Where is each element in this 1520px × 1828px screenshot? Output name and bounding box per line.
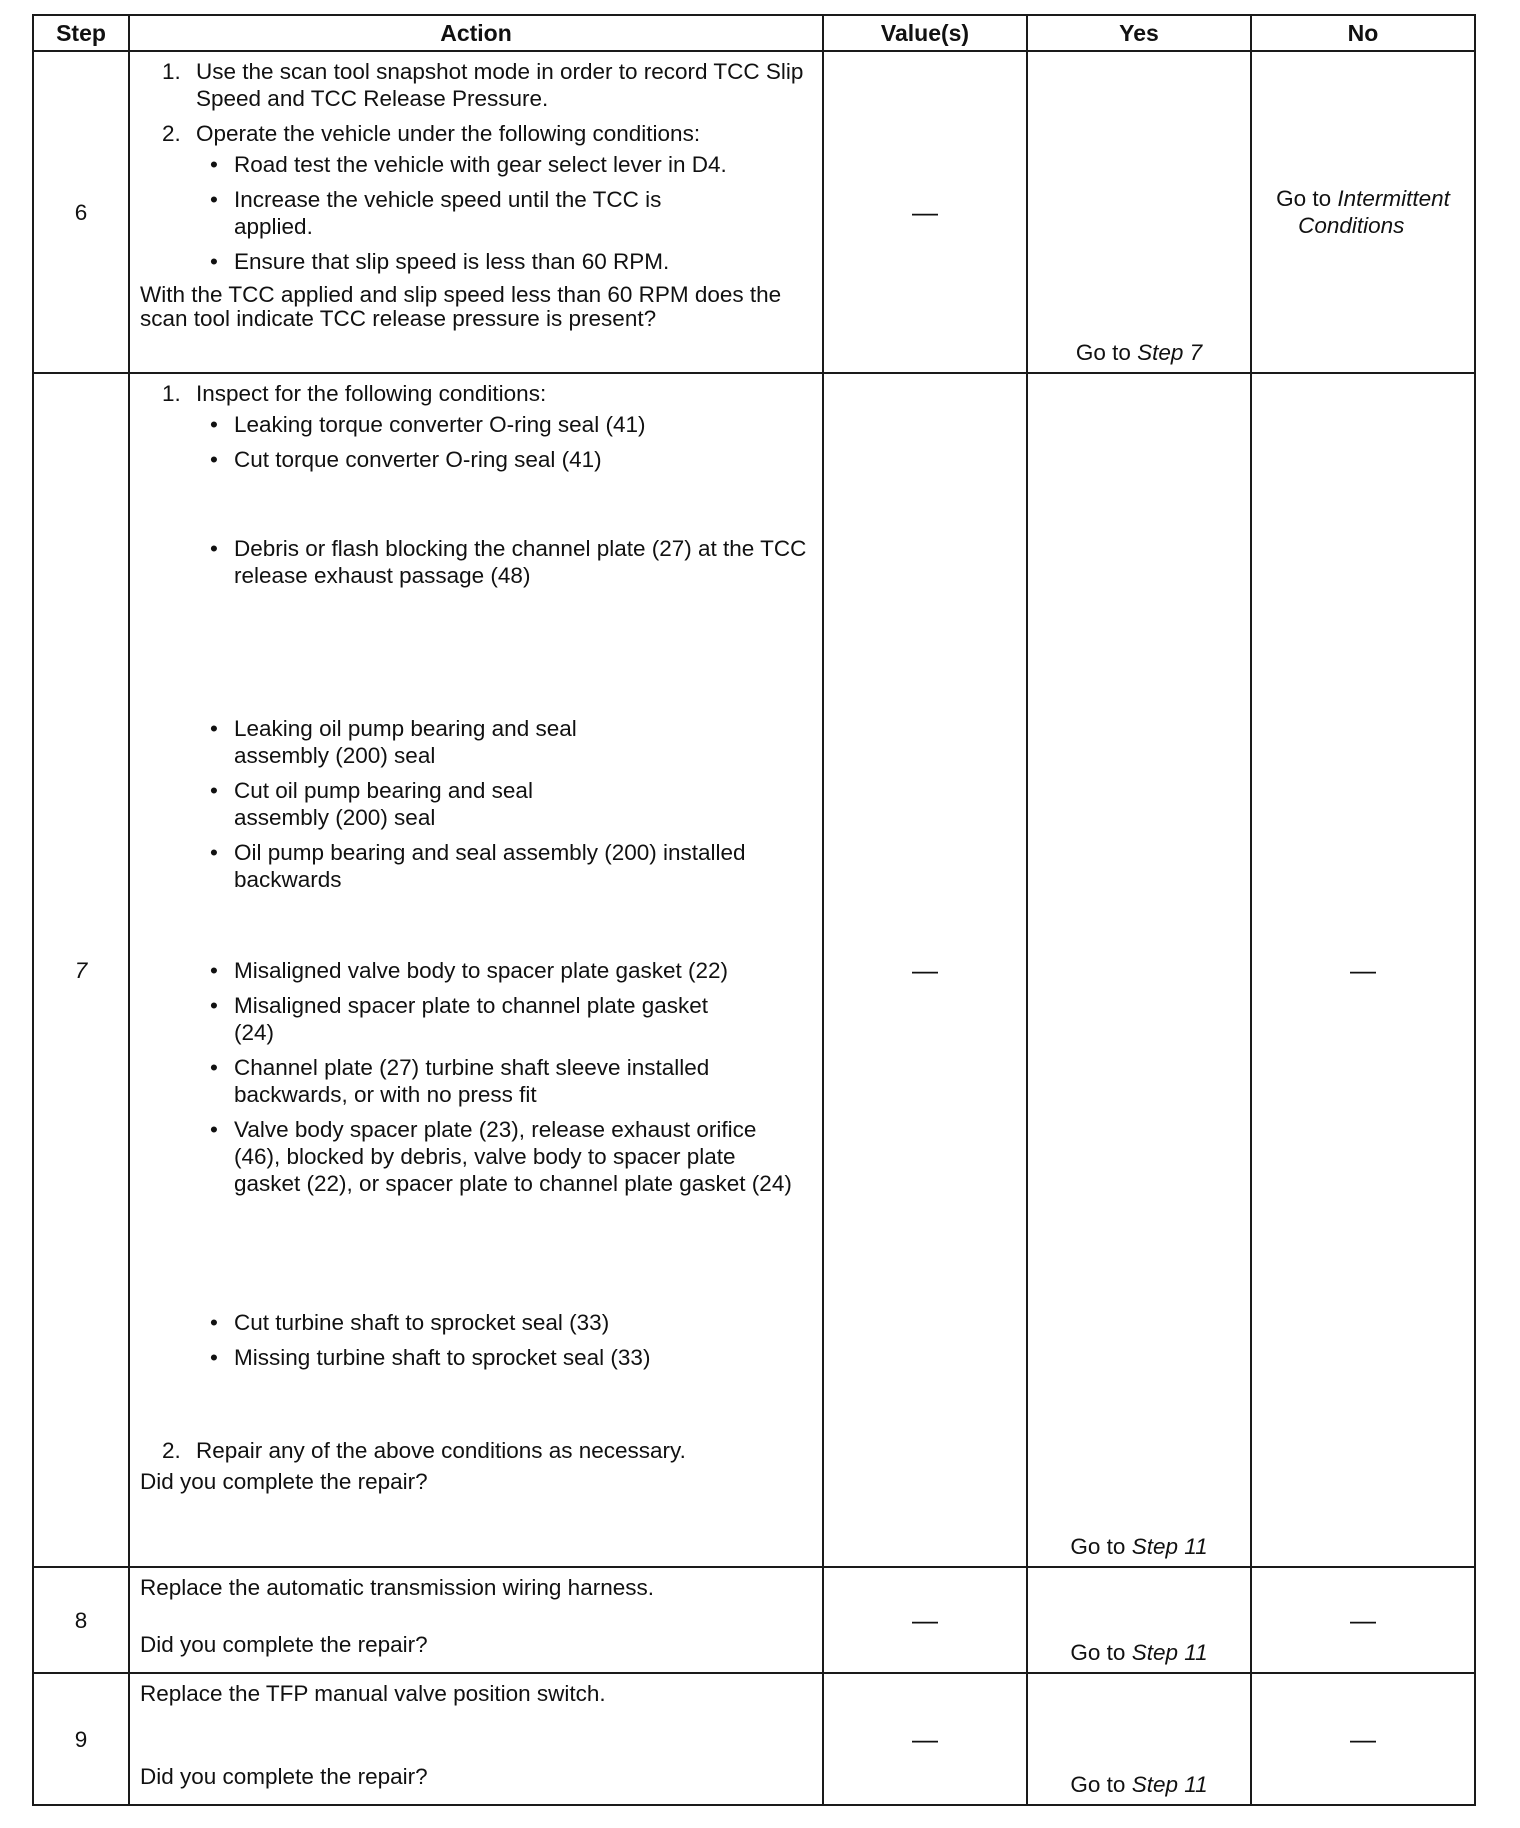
item-number: 1. (162, 381, 181, 406)
goto-prefix: Go to (1276, 186, 1338, 211)
bullet-icon: • (210, 958, 218, 983)
item-text: Use the scan tool snapshot mode in order to record TCC Slip Speed and TCC Release Pressure. (196, 59, 804, 111)
list-item (140, 58, 814, 112)
action-cell (129, 1673, 823, 1805)
bullet-item (140, 1309, 814, 1336)
bullet-item (140, 715, 814, 769)
header-yes: Yes (1027, 15, 1251, 51)
values-cell: — (823, 1567, 1027, 1673)
bullet-item (140, 151, 814, 178)
bullet-icon: • (210, 716, 218, 741)
values-cell: — (823, 373, 1027, 1567)
question-text: With the TCC applied and slip speed less than 60 RPM does the scan tool indicate TCC release pressure is present? (140, 282, 782, 331)
bullet-item (140, 535, 814, 589)
action-cell (129, 51, 823, 373)
goto-intermittent-link[interactable]: Intermittent (1337, 186, 1450, 211)
item-text: Inspect for the following conditions: (196, 381, 547, 406)
bullet-item (140, 248, 814, 275)
bullet-text: Road test the vehicle with gear select lever in D4. (234, 152, 727, 177)
table-row-step-6 (33, 51, 1475, 373)
table-row-step-7 (33, 373, 1475, 1567)
bullet-text: Cut oil pump bearing and seal assembly (200) seal (234, 778, 533, 830)
table-header-row (33, 15, 1475, 51)
question-text: Did you complete the repair? (140, 1469, 428, 1494)
goto-prefix: Go to (1070, 1640, 1132, 1665)
no-goto (1276, 185, 1450, 239)
bullet-text: Valve body spacer plate (23), release exhaust orifice (46), blocked by debris, valve body to spacer plate gasket (22), or spacer plate to channel plate gasket (24) (234, 1117, 792, 1196)
bullet-text: Increase the vehicle speed until the TCC is applied. (234, 187, 662, 239)
bullet-icon: • (210, 993, 218, 1018)
goto-step-link[interactable]: Step 11 (1131, 1640, 1208, 1665)
no-cell (1251, 51, 1475, 373)
goto-step-link[interactable]: Step 11 (1131, 1534, 1208, 1559)
bullet-item (140, 1344, 814, 1371)
list-item (140, 1437, 814, 1464)
yes-cell (1027, 1567, 1251, 1673)
header-values: Value(s) (823, 15, 1027, 51)
action-cell (129, 1567, 823, 1673)
bullet-icon: • (210, 152, 218, 177)
step-number: 6 (33, 51, 129, 373)
bullet-item (140, 411, 814, 438)
bullet-item (140, 1116, 814, 1197)
bullet-icon: • (210, 778, 218, 803)
bullet-icon: • (210, 412, 218, 437)
bullet-text: Misaligned valve body to spacer plate gasket (22) (234, 958, 729, 983)
action-text: Replace the automatic transmission wiring harness. (140, 1575, 654, 1600)
step-number: 7 (33, 373, 129, 1567)
bullet-text: Channel plate (27) turbine shaft sleeve installed backwards, or with no press fit (234, 1055, 710, 1107)
bullet-item (140, 839, 814, 893)
item-number: 2. (162, 1438, 181, 1463)
bullet-text: Debris or flash blocking the channel plate (27) at the TCC release exhaust passage (48) (234, 536, 807, 588)
bullet-text: Cut torque converter O-ring seal (41) (234, 447, 602, 472)
bullet-icon: • (210, 1055, 218, 1080)
yes-cell (1027, 1673, 1251, 1805)
no-cell: — (1251, 373, 1475, 1567)
values-cell: — (823, 1673, 1027, 1805)
bullet-icon: • (210, 1117, 218, 1142)
question-text: Did you complete the repair? (140, 1632, 428, 1657)
bullet-icon: • (210, 1310, 218, 1335)
list-item (140, 120, 814, 147)
item-text: Repair any of the above conditions as necessary. (196, 1438, 686, 1463)
table-row-step-8 (33, 1567, 1475, 1673)
goto-step-link[interactable]: Step 7 (1137, 340, 1203, 365)
question-text: Did you complete the repair? (140, 1764, 428, 1789)
bullet-icon: • (210, 536, 218, 561)
bullet-icon: • (210, 840, 218, 865)
action-text: Replace the TFP manual valve position switch. (140, 1681, 606, 1706)
bullet-item (140, 446, 814, 473)
no-cell: — (1251, 1567, 1475, 1673)
item-text: Operate the vehicle under the following conditions: (196, 121, 701, 146)
bullet-text: Leaking torque converter O-ring seal (41) (234, 412, 646, 437)
bullet-item (140, 992, 814, 1046)
bullet-item (140, 186, 814, 240)
goto-step-link[interactable]: Step 11 (1131, 1772, 1208, 1797)
bullet-text: Ensure that slip speed is less than 60 RPM. (234, 249, 670, 274)
header-action: Action (129, 15, 823, 51)
goto-prefix: Go to (1070, 1534, 1132, 1559)
item-number: 1. (162, 59, 181, 84)
bullet-text: Missing turbine shaft to sprocket seal (33) (234, 1345, 651, 1370)
goto-prefix: Go to (1070, 1772, 1132, 1797)
bullet-icon: • (210, 187, 218, 212)
values-cell: — (823, 51, 1027, 373)
header-step: Step (33, 15, 129, 51)
bullet-item (140, 777, 814, 831)
bullet-text: Oil pump bearing and seal assembly (200) installed backwards (234, 840, 746, 892)
list-item (140, 380, 814, 407)
bullet-text: Cut turbine shaft to sprocket seal (33) (234, 1310, 610, 1335)
step-number: 8 (33, 1567, 129, 1673)
diagnostic-steps-table (32, 14, 1476, 1806)
yes-cell (1027, 373, 1251, 1567)
item-number: 2. (162, 121, 181, 146)
yes-cell (1027, 51, 1251, 373)
bullet-icon: • (210, 1345, 218, 1370)
goto-prefix: Go to (1075, 340, 1138, 365)
bullet-text: Misaligned spacer plate to channel plate gasket (24) (234, 993, 709, 1045)
step-number: 9 (33, 1673, 129, 1805)
goto-intermittent-link-cont[interactable]: Conditions (1298, 213, 1405, 238)
bullet-item (140, 957, 814, 984)
header-no: No (1251, 15, 1475, 51)
bullet-icon: • (210, 249, 218, 274)
action-cell (129, 373, 823, 1567)
no-cell: — (1251, 1673, 1475, 1805)
bullet-text: Leaking oil pump bearing and seal assembly (200) seal (234, 716, 577, 768)
table-row-step-9 (33, 1673, 1475, 1805)
bullet-icon: • (210, 447, 218, 472)
bullet-item (140, 1054, 814, 1108)
